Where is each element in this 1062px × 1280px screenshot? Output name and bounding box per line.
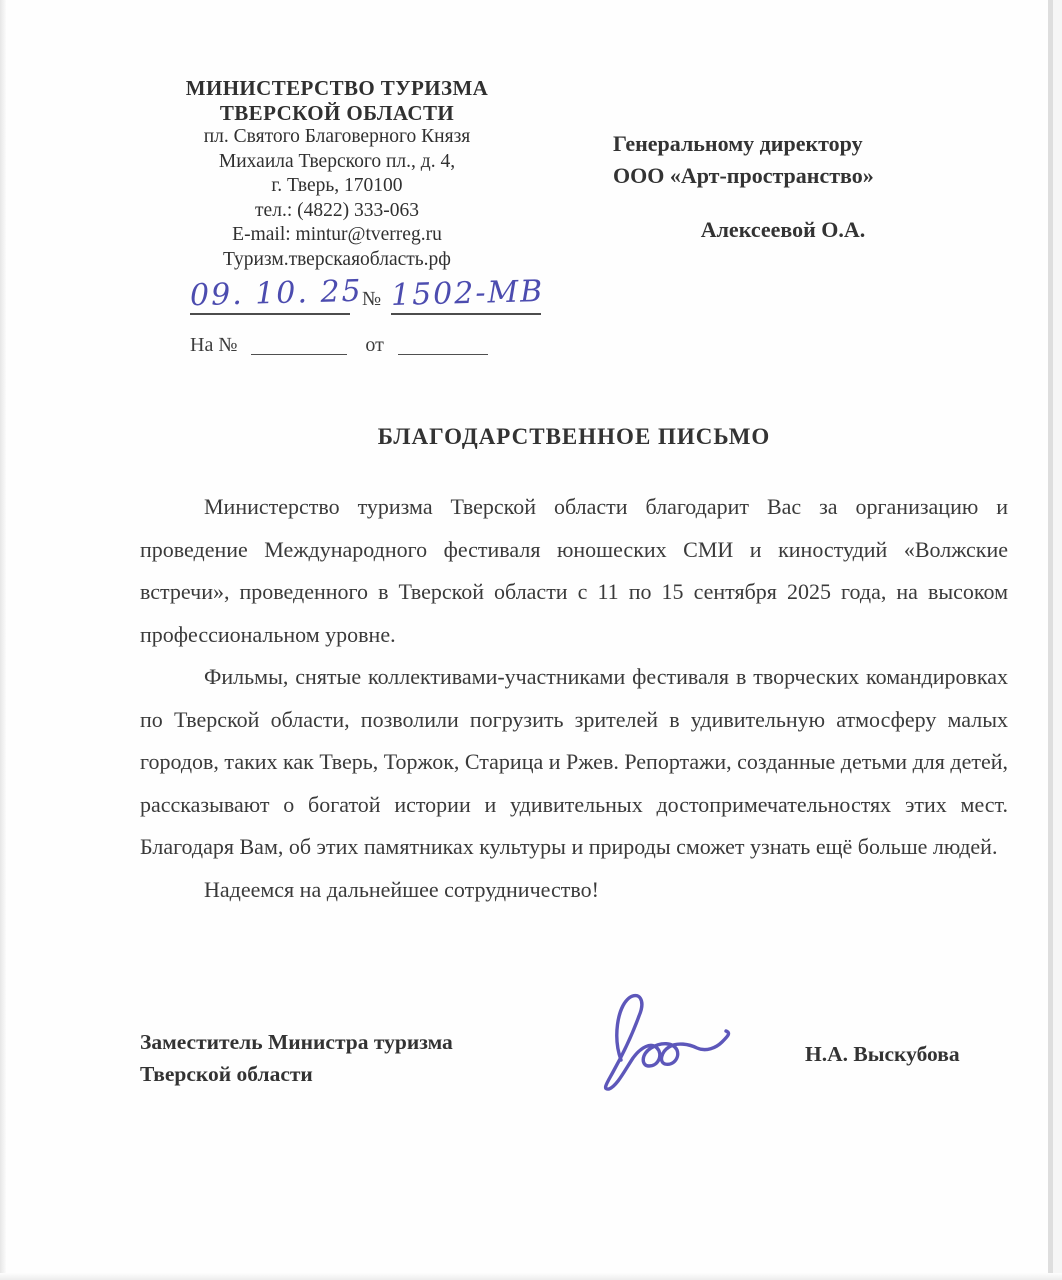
org-address-line-3: г. Тверь, 170100: [271, 175, 403, 196]
signature-stroke: [606, 996, 729, 1089]
org-website: Туризм.тверскаяобласть.рф: [223, 248, 451, 270]
number-underline: [390, 274, 545, 315]
page-edge-bottom: [0, 1273, 1062, 1280]
date-underline: [189, 273, 364, 315]
letter-body: [140, 486, 1008, 911]
letterhead: [150, 76, 524, 272]
reply-reference-row: [190, 330, 488, 357]
org-address-line-2: Михаила Тверского пл., д. 4,: [218, 150, 456, 172]
number-sign: №: [362, 288, 382, 310]
reply-date-blank: [398, 330, 488, 355]
page-edge-left: [0, 0, 6, 1280]
date-number-row: [189, 273, 545, 315]
reply-number-blank: [251, 330, 347, 355]
signature-icon: [565, 986, 735, 1091]
recipient-company: ООО «Арт-пространство»: [613, 163, 874, 188]
handwritten-number: 1502-МВ: [390, 274, 545, 314]
paragraph-1: Министерство туризма Тверской области благодарит Вас за организацию и проведение Международного фестиваля юношеских СМИ и киностудий «Волжские встречи», проведенного в Тверской области с 11 по 15 сентября 2025 года, на высоком профессиональном уровне.: [140, 494, 1008, 647]
org-name-line-1: МИНИСТЕРСТВО ТУРИЗМА: [185, 76, 489, 100]
signer-position-line-1: Заместитель Министра туризма: [140, 1030, 453, 1054]
page-edge-right-outer: [1053, 0, 1062, 1280]
paragraph-3: Надеемся на дальнейшее сотрудничество!: [204, 876, 599, 902]
reply-number-label: На №: [190, 334, 238, 356]
org-email: E-mail: mintur@tverreg.ru: [232, 224, 442, 245]
recipient-name: Алексеевой О.А.: [700, 217, 866, 242]
org-name-line-2: ТВЕРСКОЙ ОБЛАСТИ: [219, 100, 455, 125]
recipient-position: Генеральному директору: [613, 131, 863, 156]
reply-date-label: от: [365, 334, 384, 356]
letter-title: БЛАГОДАРСТВЕННОЕ ПИСЬМО: [377, 424, 771, 449]
paragraph-2: Фильмы, снятые коллективами-участниками фестиваля в творческих командировках по Тверской области, позволили погрузить зрителей в удивительную атмосферу малых городов, таких как Тверь, Торжок, Старица и Ржев. Репортажи, созданные детьми для детей, рассказывают о богатой истории и удивительных достопримечательностях этих мест. Благодаря Вам, об этих памятниках культуры и природы сможет узнать ещё больше людей.: [140, 664, 1008, 859]
org-phone: тел.: (4822) 333-063: [255, 199, 419, 221]
signer-position-line-2: Тверской области: [140, 1062, 313, 1086]
signer-name: Н.А. Выскубова: [805, 1042, 960, 1066]
handwritten-date: 09. 10. 25: [189, 273, 364, 314]
signer-position: [140, 1026, 453, 1090]
recipient-block: [613, 128, 953, 246]
org-address-line-1: пл. Святого Благоверного Князя: [203, 126, 471, 147]
